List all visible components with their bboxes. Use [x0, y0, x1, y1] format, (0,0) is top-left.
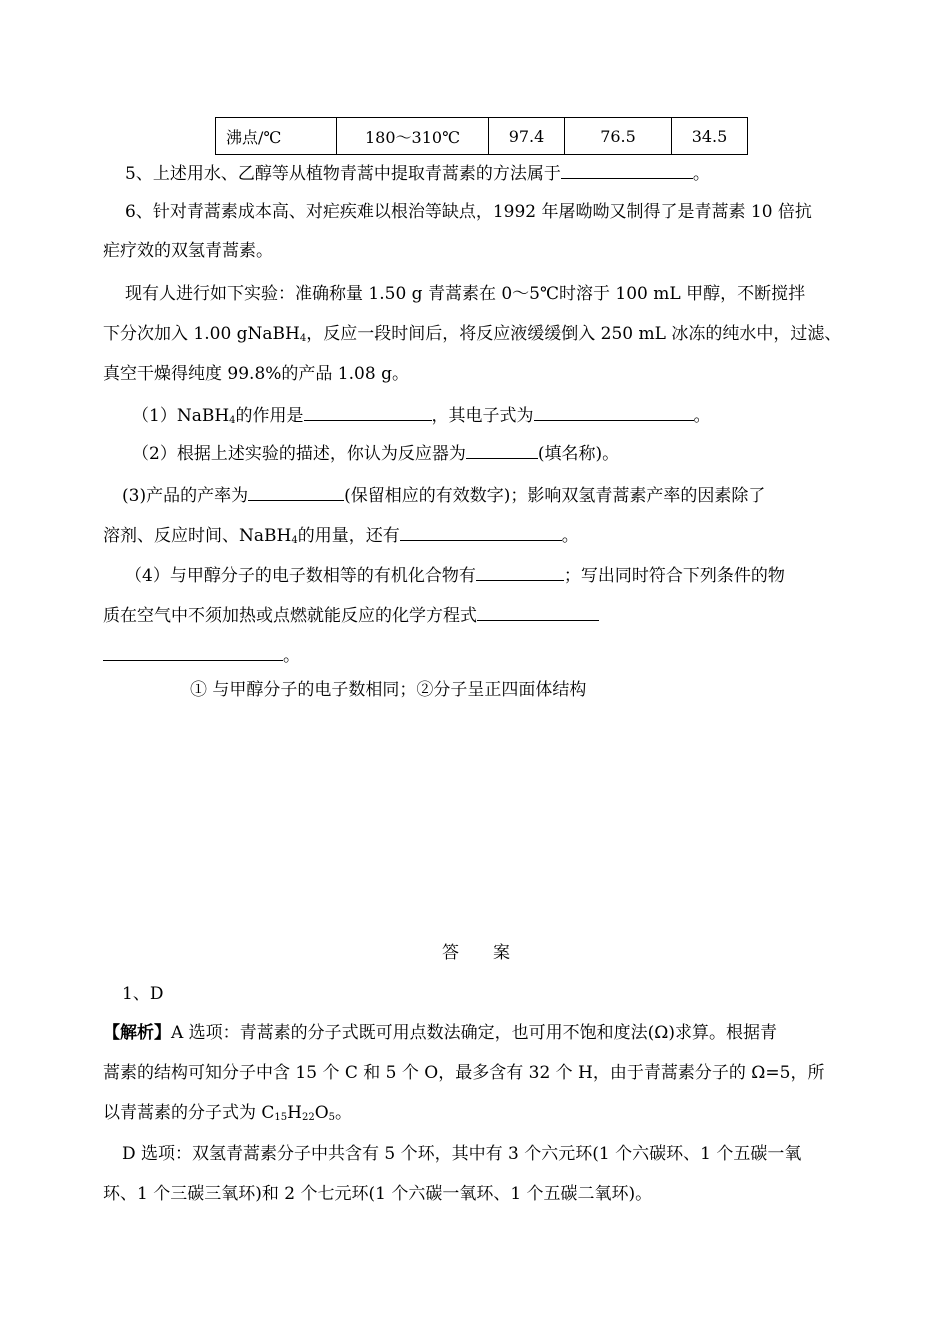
- table-cell: 34.5: [672, 118, 748, 155]
- boiling-point-table: [215, 117, 748, 155]
- answer-blank: [400, 526, 562, 541]
- subscript: 15: [274, 1112, 288, 1123]
- answer-blank: [477, 606, 599, 621]
- answer-title: 答 案: [442, 943, 510, 963]
- question-5: [125, 164, 710, 183]
- experiment-line-1: 现有人进行如下实验：准确称量 1.50 g 青蒿素在 0～5℃时溶于 100 mL 甲醇，不断搅拌: [125, 284, 806, 304]
- text: 溶剂、反应时间、NaBH: [103, 526, 292, 546]
- analysis-line-1: [103, 1025, 777, 1042]
- text: H: [287, 1103, 302, 1123]
- part-1: [132, 406, 711, 425]
- answer-blank: [248, 486, 344, 501]
- text: (保留相应的有效数字)；影响双氢青蒿素产率的因素除了: [344, 486, 766, 506]
- text: 以青蒿素的分子式为 C: [103, 1103, 275, 1123]
- part-4-line-3: [103, 646, 300, 665]
- experiment-line-3: 真空干燥得纯度 99.8%的产品 1.08 g。: [103, 364, 409, 384]
- table-row: [216, 118, 748, 155]
- analysis-line-2: 蒿素的结构可知分子中含 15 个 C 和 5 个 O，最多含有 32 个 H，由于青蒿素分子的 Ω=5，所: [103, 1063, 825, 1083]
- option-d-line-2: 环、1 个三碳三氧环)和 2 个七元环(1 个六碳一氧环、1 个五碳二氧环)。: [103, 1184, 653, 1204]
- part-4-line-1: [125, 566, 785, 585]
- question-6-line-2: 疟疗效的双氢青蒿素。: [103, 241, 273, 261]
- punct: 。: [335, 1103, 353, 1123]
- answer-blank: [304, 406, 432, 421]
- answer-blank: [534, 406, 694, 421]
- answer-blank: [103, 646, 283, 661]
- subscript: 5: [328, 1112, 336, 1123]
- punct: 。: [283, 646, 300, 666]
- text: 的用量，还有: [297, 526, 400, 546]
- answer-blank: [466, 444, 538, 459]
- text: (3)产品的产率为: [122, 486, 249, 506]
- question-6-line-1: 6、针对青蒿素成本高、对疟疾难以根治等缺点，1992 年屠呦呦又制得了是青蒿素 10 倍抗: [125, 202, 812, 222]
- table-cell: 76.5: [565, 118, 672, 155]
- text: （1）NaBH: [132, 406, 230, 426]
- table-cell: 180～310℃: [337, 118, 489, 155]
- conditions: ① 与甲醇分子的电子数相同；②分子呈正四面体结构: [190, 680, 587, 700]
- part-3-line-1: [122, 486, 765, 505]
- option-d-line-1: D 选项：双氢青蒿素分子中共含有 5 个环，其中有 3 个六元环(1 个六碳环、1 个五碳一氧: [122, 1144, 802, 1164]
- answer-1: 1、D: [122, 984, 164, 1004]
- text: 的作用是: [235, 406, 304, 426]
- answer-blank: [561, 164, 693, 179]
- part-4-line-2: [103, 606, 599, 625]
- text: (填名称)。: [537, 444, 620, 464]
- part-3-line-2: [103, 526, 579, 545]
- table-cell: 沸点/℃: [216, 118, 337, 155]
- analysis-line-3: [103, 1105, 352, 1122]
- text: A 选项：青蒿素的分子式既可用点数法确定，也可用不饱和度法(Ω)求算。根据青: [171, 1023, 778, 1043]
- text: （4）与甲醇分子的电子数相等的有机化合物有: [125, 566, 476, 586]
- text: ，其电子式为: [431, 406, 534, 426]
- subscript: 4: [229, 415, 236, 426]
- subscript: 22: [301, 1112, 315, 1123]
- punct: 。: [692, 164, 710, 184]
- table-cell: 97.4: [489, 118, 565, 155]
- text: 下分次加入 1.00 gNaBH: [103, 324, 300, 344]
- part-2: [132, 444, 619, 463]
- experiment-line-2: [103, 326, 841, 343]
- text: ；写出同时符合下列条件的物: [563, 566, 785, 586]
- subscript: 4: [299, 333, 307, 344]
- answer-blank: [476, 566, 564, 581]
- analysis-tag: 【解析】: [103, 1023, 171, 1043]
- text: ，反应一段时间后，将反应液缓缓倒入 250 mL 冰冻的纯水中，过滤、: [306, 324, 842, 344]
- text: 质在空气中不须加热或点燃就能反应的化学方程式: [103, 606, 477, 626]
- question-5-text: 5、上述用水、乙醇等从植物青蒿中提取青蒿素的方法属于: [125, 164, 561, 184]
- punct: 。: [693, 406, 711, 426]
- punct: 。: [561, 526, 579, 546]
- text: （2）根据上述实验的描述，你认为反应器为: [132, 444, 466, 464]
- subscript: 4: [291, 535, 298, 546]
- text: O: [314, 1103, 329, 1123]
